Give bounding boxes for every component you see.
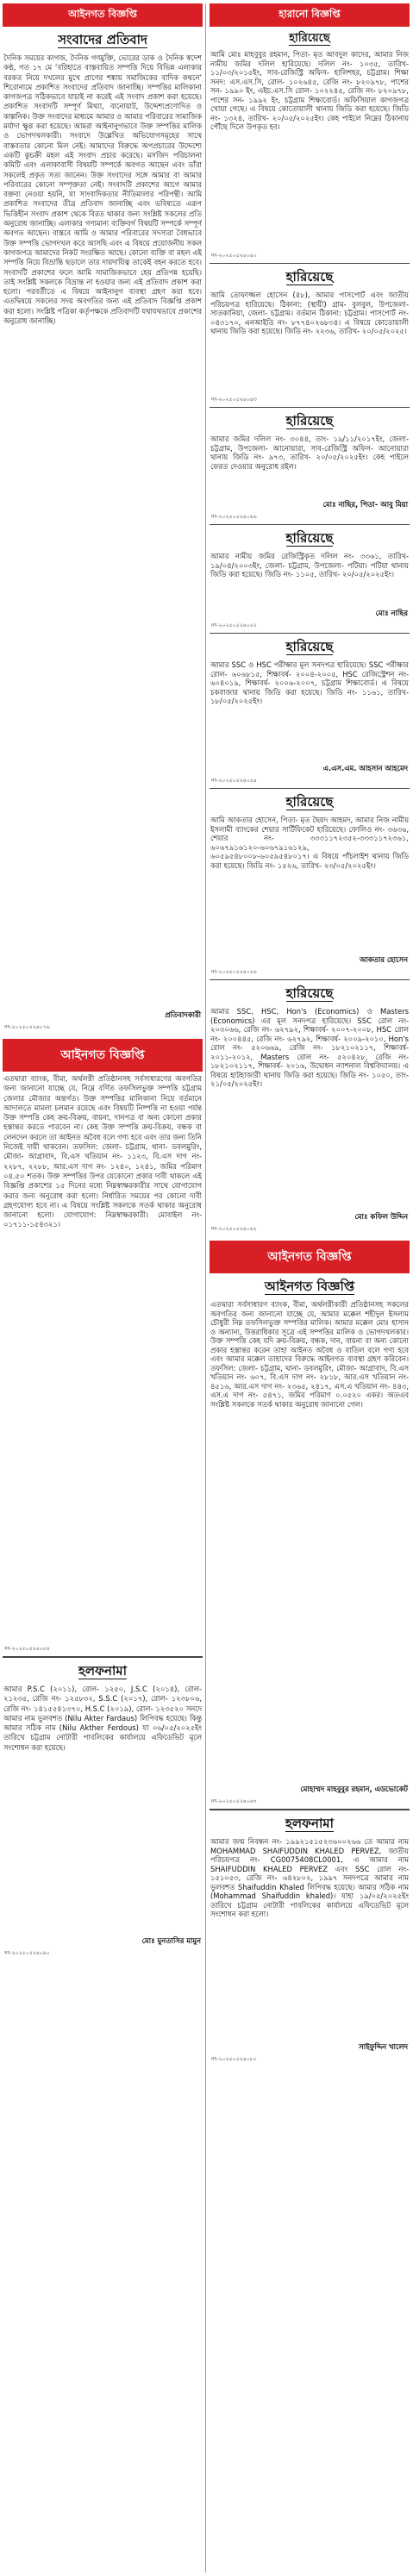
notice-signature: প্রতিবাদকারী [165,1010,201,1019]
notice-title: হারিয়েছে [285,985,334,1001]
lost-notice-6 [210,792,410,977]
notice-body: এতদ্বারা ব্যাংক, বীমা, অর্থলগ্নী প্রতিষ্ঠানসহ সর্বসাধারণের অবগতির জন্য জানানো যাচ্ছে যে, নিম্নে বর্ণিত তফসিলভুক্ত সম্পত্তি চট্টগ্রাম জেলার মৌজার অন্তর্গত। উক্ত সম্পত্তির মালিকানা নিয়ে বর্তমানে আদালতে মামলা চলমান রয়েছে এবং বিষয়টি নিষ্পত্তি না হওয়া পর্যন্ত উক্ত সম্পত্তি কেহ ক্রয়-বিক্রয়, বায়না, দানপত্র বা অন্য কোনো প্রকার হস্তান্তর করতে পারবেন না। কেহ উক্ত সম্পত্তি ক্রয়-বিক্রয়, বন্ধক বা লেনদেন করলে তা আইনত অবৈধ বলে গণ্য হবে এবং তার জন্য তিনি নিজেই দায়ী থাকবেন। তফসিল: জেলা- চট্টগ্রাম, থানা- ডবলমুরিং, মৌজা- আগ্রাবাদ, বি.এস খতিয়ান নং- ১১২৩, বি.এস দাগ নং- ২২৮৭, ২২৮৮, আর.এস দাগ নং- ১২৪০, ১২৪১, জমির পরিমাণ ০৪.৫০ শতক। উক্ত সম্পত্তির উপর যেকোনো প্রকার দাবী থাকলে এই বিজ্ঞপ্তি প্রকাশের ১৫ দিনের মধ্যে নিম্নস্বাক্ষরকারীর সাথে যোগাযোগ করার জন্য অনুরোধ করা হলো। নির্ধারিত সময়ের পর কোনো দাবী গ্রহণযোগ্য হবে না। এ বিষয়ে সংশ্লিষ্ট সকলকে সতর্ক থাকার অনুরোধ জানানো হলো। যোগাযোগ: নিম্নস্বাক্ষরকারী। মোবাইল নং- ০১৭১১-১৫৪৩২১। [3,1074,202,1229]
notice-body: আমার জমির দলিল নং- ৩০৪৪, তাং- ১৯/১১/২০১৭ইং, জেলা- চট্টগ্রাম, উপজেলা- আনোয়ারা, সাব-রেজিস্ট্রি অফিস- আনোয়ারা থানায় জিডি নং- ৯৭৩, তারিখ- ২০/০৫/২০২৫ইং। কেহ পাইলে ফেরত দেওয়ার অনুরোধ রইল। [210,435,409,471]
notice-body: আমার নামীয় জমির রেজিস্ট্রিকৃত দলিল নং- ৩৩৬১, তারিখ- ১৯/০৪/২০০৩ইং, জেলা- চট্টগ্রাম, উপজেলা- পটিয়া। পটিয়া থানায় জিডি করা হয়েছে। জিডি নং- ১১০৫, তারিখ- ২০/০৫/২০২৫ইং। [210,552,409,578]
notice-ref-number: নং-২০২৫০৫২৪০৪৩ [211,397,257,403]
divider [3,1656,203,1658]
left-column [3,3,203,1960]
notice-title: হলফনামা [78,1663,127,1679]
notice-ref-number: নং-২০২৫০৫২৪০৪০ [211,253,257,259]
notice-ref-number: নং-২০২৫০৫২৪০৭৬ [4,1024,50,1030]
notice-ref-number: নং-২০২৫০৫২৪০৫২ [211,622,257,628]
notice-legal [3,1074,203,1654]
right-column [210,3,410,2066]
notice-ref-number: নং-২০২৫০৫২৪০৯০ [4,1950,50,1956]
divider [210,633,410,634]
notice-signature: এ.এস.এম. আহসান আহমেদ [322,764,408,772]
section-band-lost-notice: হারানো বিজ্ঞপ্তি [210,3,410,27]
notice-ref-number: নং-২০২৫০৫২৪০৬৭ [211,1798,257,1804]
divider [210,788,410,789]
section-band-legal-notice-2: আইনগত বিজ্ঞপ্তি [3,1039,203,1072]
section-band-legal-notice: আইনগত বিজ্ঞপ্তি [3,3,203,27]
column-divider [205,3,206,2573]
notice-body: আমার SSC ও HSC পরীক্ষার মূল সনদপত্র হারিয়েছে। SSC পরীক্ষার রোল- ৬০৬৮১৫, শিক্ষাবর্ষ- ২০০৪-২০০৫, HSC রেজিস্ট্রেশন নং- ৬০৪০১৯, শিক্ষাবর্ষ- ২০০৬-২০০৭, চট্টগ্রাম শিক্ষাবোর্ড। এ বিষয়ে চকবাজার থানায় জিডি করা হয়েছে। জিডি নং- ১১৬১, তারিখ- ১৮/০৫/২০২৫ইং। [210,660,409,705]
lost-notice-2 [210,267,410,404]
notice-ref-number: নং-২০২৫০৫২৪০৫৬ [211,969,257,975]
notice-signature: মোঃ মুনতাসির মামুন [141,1936,201,1945]
notice-body: এতদ্বারা সর্বসাধারণ ব্যাংক, বীমা, অর্থলগ্নীকারী প্রতিষ্ঠানসহ সকলের অবগতির জন্য জানানো যাচ্ছে যে, আমার মক্কেল শহীদুল ইসলাম চৌধুরী নিম্ন তফসিলভুক্ত সম্পত্তির মালিক। আমার মক্কেল মোঃ হাসান ও অন্যান্য, উত্তরাধিকার সূত্রে এই সম্পত্তির মালিক ও ভোগদখলকার। উক্ত সম্পত্তি কেহ যদি ক্রয়-বিক্রয়, বন্ধক, দান, বায়না বা অন্য কোনো প্রকার হস্তান্তর করেন তাহা আইনত অবৈধ ও বাতিল বলে গণ্য হবে এবং আমার মক্কেল তাহাদের বিরুদ্ধে আইনগত ব্যবস্থা গ্রহণ করিবেন। তফসিল: জেলা- চট্টগ্রাম, থানা- ডবলমুরিং, মৌজা- আগ্রাবাদ, বি.এস খতিয়ান নং- ৬০৭, বি.এস দাগ নং- ২৮১৮, আর.এস খতিয়ান নং- ৪৫১৬, আর.এস দাগ নং- ২৩৬৫, ২৪১৭, এস.এ খতিয়ান নং- ৪৪৩, এস.এ দাগ নং- ৫৪৭১, জমির পরিমাণ ০.০৫২০ একর। অতএব সংশ্লিষ্ট সকলকে সতর্ক থাকার অনুরোধ জানানো গেল। [210,1300,409,1409]
notice-signature: মোঃ কফিল উদ্দিন [354,1212,408,1221]
notice-title: হারিয়েছে [285,413,334,428]
notice-title: আইনগত বিজ্ঞপ্তি [264,1279,355,1294]
divider [210,407,410,408]
notice-title: হারিয়েছে [285,269,334,284]
notice-ref-number: নং-২০২৫০৫২৪০৪৬ [211,514,257,520]
notice-body: দৈনিক সময়ের কাগজ, দৈনিক গণমুক্তি, ভোরের ডাক ও দৈনিক স্বদেশ কণ্ঠ, গত ১৭ মে ‘বরিহাতে বাস্তবায়িত সম্পত্তি দিয়ে বিভিন্ন এলাকার বরকত নিয়ে দখলের মুখে প্রাণের শঙ্কায় সমাজিকের বাদিক কথনে’ শিরোনামে প্রকাশিত সংবাদের প্রতিবাদ জানাচ্ছি। সম্পত্তির মালিকানা কাগজপত্র সঠিকভাবে যাচাই না করেই এই সংবাদ প্রকাশ করা হয়েছে। প্রকাশিত সংবাদটি সম্পূর্ণ মিথ্যা, বানোয়াট, উদ্দেশ্যপ্রণোদিত ও কাল্পনিক। উক্ত সংবাদের মাধ্যমে আমার ও আমার পরিবারের সামাজিক মর্যাদা ক্ষুণ্ণ করা হয়েছে। আমরা আইনানুগভাবে উক্ত সম্পত্তির মালিক ও ভোগদখলকারী। সংবাদে উল্লেখিত অভিযোগসমূহের সাথে বাস্তবতার কোনো মিল নেই। আমাদের বিরুদ্ধে অপপ্রচারের উদ্দেশ্যে একটি কুচক্রী মহল এই সংবাদ প্রচার করেছে। মসজিদ পরিচালনা কমিটি এবং এলাকাবাসী বিষয়টি সম্পর্কে অবগত আছেন এবং তাঁরা সকলেই প্রকৃত সত্য জানেন। উক্ত সংবাদের সঙ্গে আমার বা আমার পরিবারের কোনো সম্পৃক্ততা নেই। সংবাদটি প্রকাশের আগে আমার বক্তব্য নেওয়া হয়নি, যা সাংবাদিকতার নীতিমালার পরিপন্থী। আমি প্রকাশিত সংবাদের তীব্র প্রতিবাদ জানাচ্ছি এবং ভবিষ্যতে এরূপ ভিত্তিহীন সংবাদ প্রকাশ থেকে বিরত থাকার জন্য সংশ্লিষ্ট সকলের প্রতি অনুরোধ জানাচ্ছি। এলাকার গণ্যমান্য ব্যক্তিবর্গ বিষয়টি সম্পর্কে সম্পূর্ণ অবগত আছেন। বাস্তবে আমি ও আমার পরিবারের সদস্যরা বৈধভাবে উক্ত সম্পত্তি ভোগদখল করে আসছি এবং এ বিষয়ে প্রয়োজনীয় সকল কাগজপত্র আমাদের নিকট সংরক্ষিত আছে। কোনো ব্যক্তি বা মহল এই সম্পত্তি নিয়ে বিভ্রান্তি ছড়ালে তার দায়দায়িত্ব তাকেই বহন করতে হবে। সংবাদটি প্রকাশের ফলে আমি সামাজিকভাবে হেয় প্রতিপন্ন হয়েছি। তাই সংশ্লিষ্ট সকলকে বিভ্রান্ত না হওয়ার জন্য এই প্রতিবাদ প্রকাশ করা হলো। পরবর্তীতে এ বিষয়ে আইনানুগ ব্যবস্থা গ্রহণ করা হবে। এতদ্বিষয়ে সকলের সদয় অবগতির জন্য এই প্রতিবাদ বিজ্ঞপ্তি প্রকাশ করা হলো। সংশ্লিষ্ট পত্রিকা কর্তৃপক্ষকে প্রতিবাদটি যথাযথভাবে প্রকাশের অনুরোধ জানাচ্ছি। [3,53,202,326]
lost-notice-3 [210,411,410,522]
legal-notice [210,1277,410,1806]
divider [210,263,410,264]
affidavit-notice [210,1814,410,2064]
notice-body: আমার P.S.C (২০১১), রোল- ১২৫০, J.S.C (২০১৪), রোল- ২১২৩৫, রেজি নং- ১২৫৮৩২, S.S.C (২০১৭), রোল- ১২৩৮০৬, রেজি নং- ১৪১৫৫৪১৩৭০, H.S.C (২০১৯), রোল- ১২৩৫২০ সনদে আমার নাম ভুলবশত (Nilu Akter Fardaus) লিপিবদ্ধ হয়েছে। কিন্তু আমার সঠিক নাম (Nilu Akther Ferdous) যা ০৬/০৫/২০২৫ইং তারিখে চট্টগ্রাম নোটারী পাবলিকের কার্যালয়ে এফিডেভিট মূলে সংশোধন করা হয়েছে। [3,1685,202,1752]
notice-signature: মোঃ নাছির, পিতা- আবু মিয়া [322,500,408,509]
notice-body: আমি আকতার হোসেন, পিতা- মৃত ছৈয়দ আহমদ, আমার নিজ নামীয় ইসলামী ব্যাংকের শেয়ার সার্টিফিকেট হারিয়েছে। ফোলিও নং- ৩৬৩৬, শেয়ার নং- ৩৩৩১১৭২৩৫২-৩৩৩১১৭২৩৬১, ৬০৬৭৯১৬১২০-৬০৬৭৯১৬১২৯, ৬০৫৯৫৪৮০০৮-৬০৫৯৫৪৮০১৭। এ বিষয়ে পাঁচলাইশ থানায় জিডি করা হয়েছে। জিডি নং- ১৫২৬, তারিখ- ২৩/০৫/২০২৫ইং। [210,816,409,870]
notice-title: হারিয়েছে [289,32,330,45]
notice-body: আমার জন্ম নিবন্ধন নং- ১৯৯২১৫১৫২৩৬০০২৬৬ তে আমার নাম MOHAMMAD SHAIFUDDIN KHALED PERVEZ, জাতীয় পরিচয়পত্র নং- CG0075408CL0001, এ আমার নাম SHAIFUDDIN KHALED PERVEZ এবং SSC রোল নং- ১৫১০৫৩, রেজি নং- ৬৪২৮০২, ১৯৯৭ সনদপত্রে আমার নাম ভুলবশত Shaifuddin Khaled লিপিবদ্ধ হয়েছে। আমার সঠিক নাম (Mohammad Shaifuddin khaled)। যাহা ১৯/০৫/২০২৫ইং তারিখে চট্টগ্রাম নোটারী পাবলিকের কার্যালয়ে এফিডেভিট মূলে সংশোধন করা হলো। [210,1837,409,1918]
lost-notice-7 [210,984,410,1234]
divider [210,524,410,525]
notice-protest [3,30,203,1032]
notice-body: আমি তোফাজ্জল হোসেন (৪৮), আমার পাসপোর্ট এবং জাতীয় পরিচয়পত্র হারিয়েছে। ঠিকানা: (স্থায়ী) গ্রাম- বুলবুল, উপজেলা- সাতকানিয়া, জেলা- চট্টগ্রাম। বর্তমান ঠিকানা: চট্টগ্রাম। পাসপোর্ট নং- ০৪৩১৭০, এনআইডি নং- ৮৭৭৪০২৬৮৩৪। এ বিষয়ে কোতোয়ালী থানায় জিডি করা হয়েছে। জিডি নং- ২২৩৬, তারিখ- ২০/০৫/২০২৫। [210,291,409,335]
notice-title: হারিয়েছে [285,794,334,810]
notice-body: আমার SSC, HSC, Hon's (Economics) ও Masters (Economics) এর মূল সনদপত্র হারিয়েছে। SSC রোল নং- ২০৩০৬৬, রেজি নং- ৬২৭৯২, শিক্ষাবর্ষ- ২০০৭-২০০৮, HSC রোল নং- ২০০৪৪৫, রেজি নং- ৬২৭৯২, শিক্ষাবর্ষ- ২০০৯-২০১০, Hon's রোল নং- ৫২০৬৬৯, রেজি নং- ১৮২১০২১১৭, শিক্ষাবর্ষ- ২০১১-২০১২, Masters রোল নং- ৫২০৪২৮, রেজি নং- ১৮২১০২১১৭, শিক্ষাবর্ষ- ২০১৬, উদ্বোধন ন্যাশনাল বিশ্ববিদ্যালয়। এ বিষয়ে হাটহাজারী থানায় জিডি করা হয়েছে। জিডি নং- ১০৫০, তাং- ২১/০৫/২০২৫ইং। [210,1007,409,1088]
notice-signature: মোহাম্মদ মাহবুবুর রহমান, এডভোকেট [300,1785,408,1793]
divider [210,979,410,980]
notice-affidavit [3,1661,203,1958]
notice-signature: মোঃ নাছির [375,609,408,617]
notice-ref-number: নং-২০২৫০৫২৪০৫৪ [211,778,257,784]
section-band-legal-notice: আইনগত বিজ্ঞপ্তি [210,1241,410,1273]
lost-notice-5 [210,637,410,785]
notice-signature: সাইফুদ্দিন খালেদ [359,2042,408,2051]
notice-title: হারিয়েছে [285,639,334,654]
notice-ref-number: নং-২০২৫০৫২৪০৮০ [211,2056,257,2062]
notice-title: হারিয়েছে [285,530,334,546]
notice-ref-number: নং-২০২৫০৫২৪০৬২ [211,1226,257,1232]
divider [210,1809,410,1810]
notice-ref-number: নং-২০২৫০৫২৪০৮৪ [4,1646,50,1652]
notice-title: হলফনামা [285,1816,334,1831]
notice-signature: আকতার হোসেন [360,955,408,964]
lost-notice-4 [210,528,410,630]
notice-title: সংবাদের প্রতিবাদ [58,32,147,47]
notice-body: আমি মোঃ মাহবুবুর রহমান, পিতা- মৃত আবদুল কাদের, আমার নিজ নামীয় জমির দলিল হারিয়েছে। দলিল নং- ১০৩৫, তারিখ- ১১/০৩/২০১৫ইং, সাব-রেজিস্ট্রি অফিস- হালিশহর, চট্টগ্রাম। শিক্ষা সনদ: এস.এস.সি, রোল- ১০২৬৪৫, রেজি নং- ৮২০৯৭৮, পাশের সন- ১৯৯০ ইং, এইচ.এস.সি রোল- ১০২২৪৫, রেজি নং- ৮২০৯৭৮, পাশের সন- ১৯৯২ ইং, চট্টগ্রাম শিক্ষাবোর্ড। অফিসিয়াল কাগজপত্র খোয়া গেছে। এ বিষয়ে কোতোয়ালী থানায় জিডি করা হয়েছে। জিডি নং- ১৩২৪, তারিখ- ২০/০৫/২০২৫ইং। কেহ পাইলে নিম্নের ঠিকানায় পৌঁছে দিলে উপকৃত হব। [210,50,409,131]
lost-notice-1 [210,30,410,260]
